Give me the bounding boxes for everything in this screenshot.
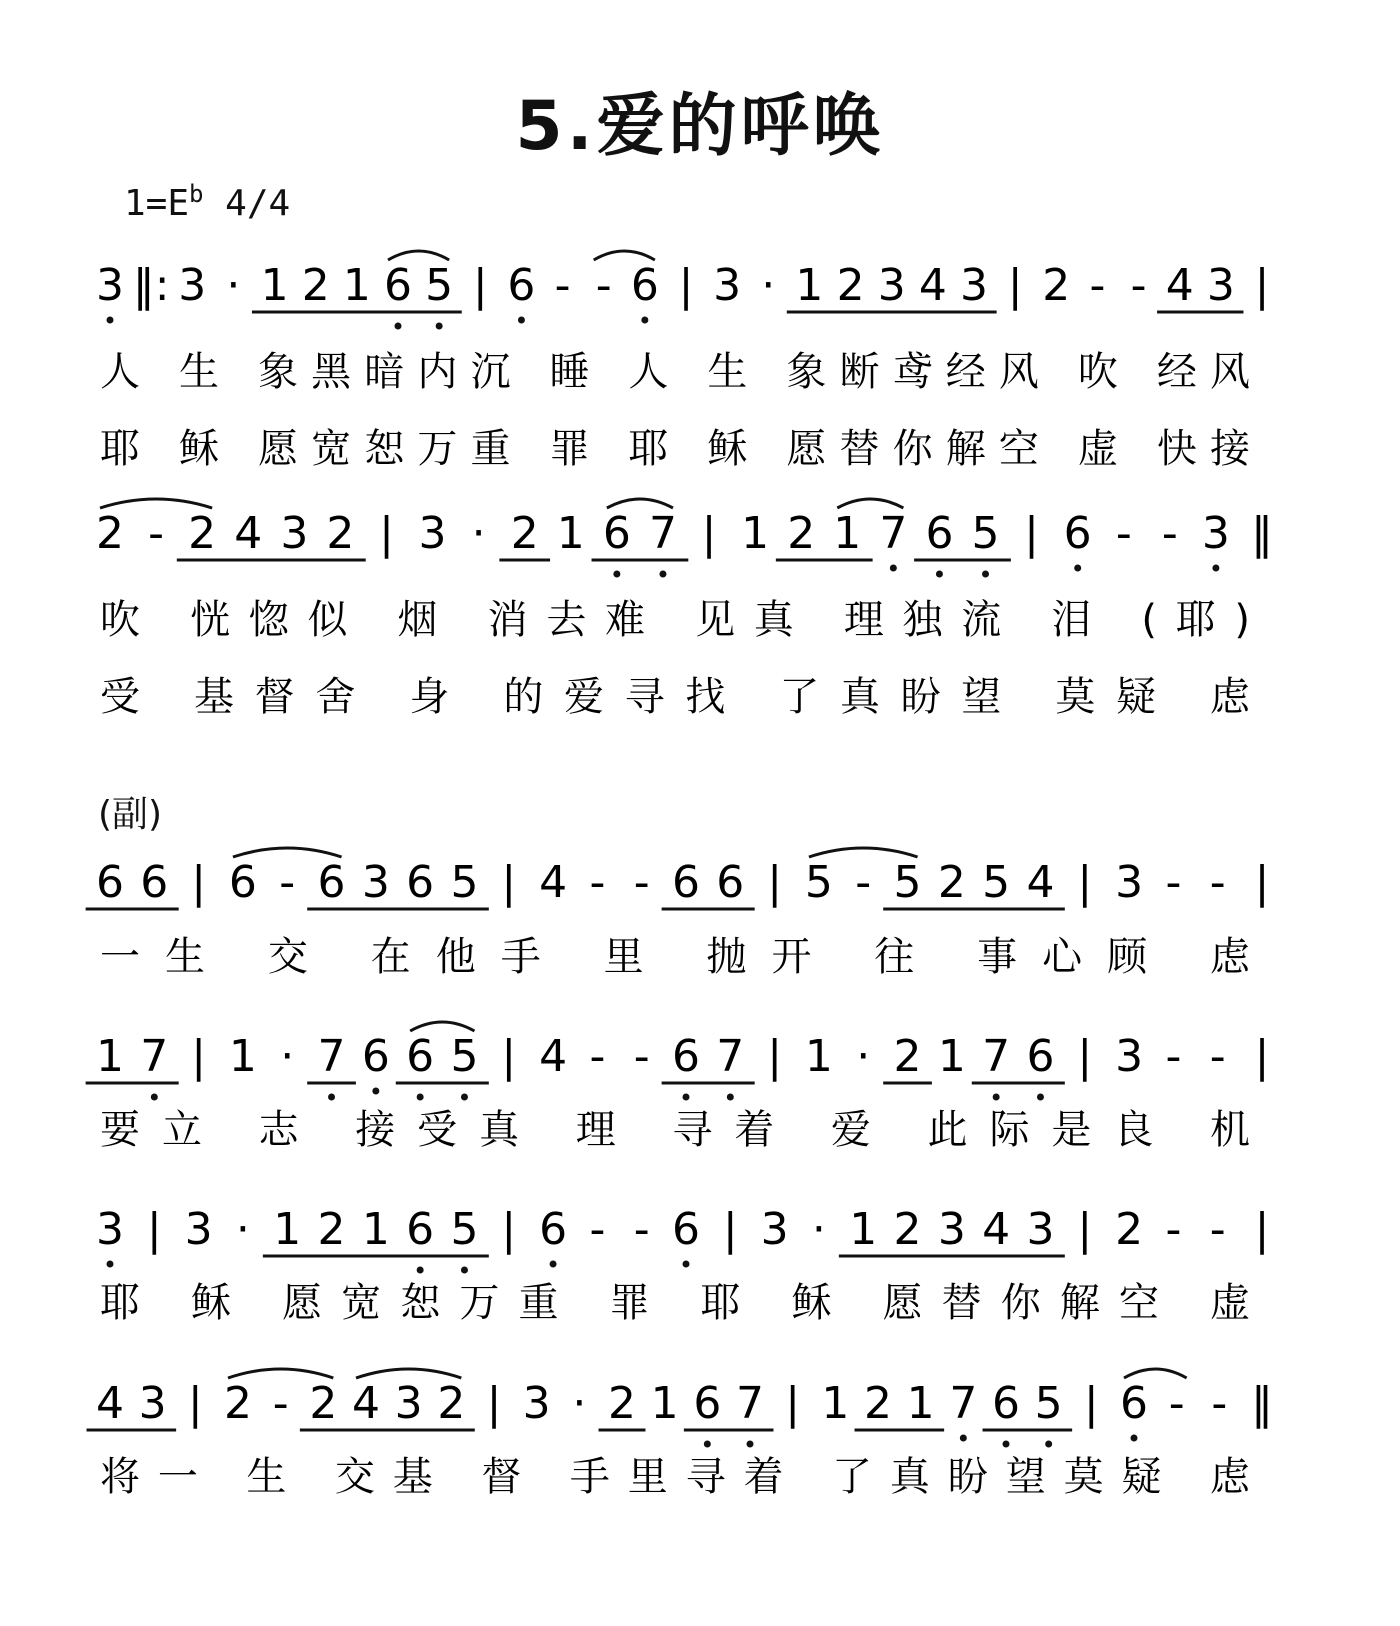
octave-dot bbox=[395, 323, 402, 330]
bar-line: | bbox=[1254, 1204, 1270, 1255]
dash-extension: - bbox=[272, 1378, 289, 1429]
note: 5 bbox=[893, 857, 922, 908]
note: 5 bbox=[971, 508, 1000, 559]
dash-extension: - bbox=[1209, 857, 1226, 908]
octave-dot bbox=[461, 1267, 468, 1274]
note: 3 bbox=[138, 1378, 167, 1429]
octave-dot bbox=[1131, 1435, 1138, 1442]
dash-extension: - bbox=[1161, 508, 1178, 559]
bar-line: | bbox=[678, 260, 694, 311]
note: 4 bbox=[96, 1378, 124, 1429]
note: 7 bbox=[879, 508, 908, 559]
note: 6 bbox=[1063, 508, 1092, 559]
slur-arc bbox=[233, 848, 342, 857]
bar-line: ‖ bbox=[1251, 1378, 1273, 1429]
note: 1 bbox=[795, 260, 824, 311]
bar-line: | bbox=[501, 857, 517, 908]
dash-extension: - bbox=[1089, 260, 1106, 311]
note: 6 bbox=[140, 857, 169, 908]
dash-extension: - bbox=[1115, 508, 1132, 559]
dash-extension: - bbox=[589, 1204, 606, 1255]
octave-dot bbox=[641, 317, 648, 324]
octave-dot bbox=[518, 317, 525, 324]
bar-line: | bbox=[767, 857, 783, 908]
note: 2 bbox=[224, 1378, 252, 1429]
note: 4 bbox=[234, 508, 263, 559]
dash-extension: - bbox=[1209, 1204, 1226, 1255]
note: 2 bbox=[309, 1378, 338, 1429]
bar-line: ‖ bbox=[1251, 508, 1273, 559]
note: 4 bbox=[539, 857, 568, 908]
note: 2 bbox=[188, 508, 217, 559]
octave-dot bbox=[890, 565, 897, 572]
dash-extension: - bbox=[595, 260, 612, 311]
lyric-line: 受 基督舍 身 的爱寻找 了真盼望 莫疑 虑 bbox=[100, 674, 1250, 720]
bar-line: | bbox=[501, 1204, 517, 1255]
bar-line: | bbox=[1254, 260, 1270, 311]
octave-dot bbox=[727, 1094, 734, 1101]
note: 3 bbox=[1206, 260, 1235, 311]
note: 7 bbox=[317, 1031, 346, 1082]
note: 4 bbox=[1165, 260, 1194, 311]
augmentation-dot: · bbox=[856, 1031, 871, 1082]
lyric-line: 耶 稣 愿宽恕万重 罪 耶 稣 愿替你解空 虚 bbox=[100, 1280, 1250, 1326]
note: 5 bbox=[425, 260, 454, 311]
note: 1 bbox=[342, 260, 371, 311]
time-signature: 4/4 bbox=[225, 183, 291, 224]
dash-extension: - bbox=[1211, 1378, 1228, 1429]
augmentation-dot: · bbox=[235, 1204, 250, 1255]
note: 6 bbox=[406, 857, 435, 908]
lyric-line: 一生 交 在他手 里 抛开 往 事心顾 虑 bbox=[100, 934, 1250, 980]
note: 5 bbox=[1034, 1378, 1063, 1429]
note: 3 bbox=[178, 260, 207, 311]
slur-arc bbox=[1124, 1369, 1187, 1378]
slur-arc bbox=[607, 499, 673, 508]
augmentation-dot: · bbox=[280, 1031, 295, 1082]
note: 2 bbox=[864, 1378, 892, 1429]
note: 1 bbox=[849, 1204, 878, 1255]
note: 3 bbox=[960, 260, 988, 311]
note: 6 bbox=[925, 508, 954, 559]
note: 2 bbox=[510, 508, 539, 559]
note: 3 bbox=[418, 508, 447, 559]
note: 6 bbox=[716, 857, 745, 908]
dash-extension: - bbox=[633, 1031, 650, 1082]
note: 7 bbox=[982, 1031, 1011, 1082]
note: 3 bbox=[184, 1204, 213, 1255]
note: 3 bbox=[937, 1204, 966, 1255]
key-flat: b bbox=[189, 180, 204, 208]
note: 2 bbox=[317, 1204, 346, 1255]
note: 3 bbox=[1201, 508, 1230, 559]
section-label-chorus: (副) bbox=[98, 794, 163, 835]
dash-extension: - bbox=[1165, 857, 1182, 908]
bar-line: ‖: bbox=[132, 260, 170, 311]
note: 6 bbox=[406, 1204, 435, 1255]
note: 3 bbox=[394, 1378, 423, 1429]
note: 1 bbox=[361, 1204, 390, 1255]
dash-extension: - bbox=[633, 857, 650, 908]
note: 1 bbox=[650, 1378, 679, 1429]
note: 3 bbox=[280, 508, 309, 559]
dash-extension: - bbox=[633, 1204, 650, 1255]
octave-dot bbox=[993, 1094, 1000, 1101]
note: 2 bbox=[608, 1378, 636, 1429]
note: 5 bbox=[450, 857, 479, 908]
note: 1 bbox=[556, 508, 585, 559]
octave-dot bbox=[747, 1441, 754, 1448]
note: 6 bbox=[693, 1378, 722, 1429]
note: 2 bbox=[787, 508, 816, 559]
bar-line: | bbox=[191, 1031, 207, 1082]
augmentation-dot: · bbox=[761, 260, 776, 311]
dash-extension: - bbox=[1168, 1378, 1185, 1429]
note: 5 bbox=[450, 1031, 479, 1082]
bar-line: | bbox=[501, 1031, 517, 1082]
note: 6 bbox=[228, 857, 257, 908]
note: 1 bbox=[906, 1378, 935, 1429]
note: 6 bbox=[992, 1378, 1020, 1429]
note: 3 bbox=[96, 260, 124, 311]
octave-dot bbox=[550, 1261, 557, 1268]
note: 6 bbox=[384, 260, 412, 311]
note: 1 bbox=[96, 1031, 124, 1082]
bar-line: | bbox=[1077, 1204, 1093, 1255]
note: 7 bbox=[716, 1031, 745, 1082]
note: 3 bbox=[96, 1204, 124, 1255]
octave-dot bbox=[704, 1441, 711, 1448]
slur-arc bbox=[100, 499, 212, 508]
dash-extension: - bbox=[855, 857, 872, 908]
note: 2 bbox=[96, 508, 124, 559]
octave-dot bbox=[436, 323, 443, 330]
note: 1 bbox=[741, 508, 770, 559]
octave-dot bbox=[683, 1094, 690, 1101]
lyric-line: 耶 稣 愿宽恕万重 罪 耶 稣 愿替你解空 虚 快接 bbox=[100, 426, 1250, 472]
slur-arc bbox=[594, 251, 655, 260]
note: 2 bbox=[836, 260, 865, 311]
note: 3 bbox=[1026, 1204, 1055, 1255]
note: 7 bbox=[648, 508, 677, 559]
slur-arc bbox=[388, 251, 449, 260]
bar-line: | bbox=[191, 857, 207, 908]
dash-extension: - bbox=[589, 857, 606, 908]
lyric-line: 将一 生 交基 督 手里寻着 了真盼望莫疑 虑 bbox=[100, 1454, 1250, 1500]
note: 6 bbox=[630, 260, 659, 311]
note: 4 bbox=[982, 1204, 1011, 1255]
dash-extension: - bbox=[148, 508, 165, 559]
augmentation-dot: · bbox=[811, 1204, 826, 1255]
bar-line: | bbox=[1077, 1031, 1093, 1082]
slur-arc bbox=[228, 1369, 333, 1378]
lyric-line: 人 生 象黑暗内沉 睡 人 生 象断鸢经风 吹 经风 bbox=[100, 349, 1250, 395]
note: 2 bbox=[1115, 1204, 1144, 1255]
note: 1 bbox=[821, 1378, 850, 1429]
note: 1 bbox=[937, 1031, 966, 1082]
octave-dot bbox=[1212, 565, 1219, 572]
dash-extension: - bbox=[279, 857, 296, 908]
note: 3 bbox=[522, 1378, 551, 1429]
note: 5 bbox=[450, 1204, 479, 1255]
bar-line: | bbox=[785, 1378, 801, 1429]
augmentation-dot: · bbox=[226, 260, 241, 311]
note: 6 bbox=[507, 260, 536, 311]
note: 6 bbox=[602, 508, 631, 559]
note: 3 bbox=[1115, 857, 1144, 908]
octave-dot bbox=[1074, 565, 1081, 572]
note: 2 bbox=[326, 508, 355, 559]
octave-dot bbox=[417, 1267, 424, 1274]
note: 6 bbox=[317, 857, 346, 908]
note: 6 bbox=[1026, 1031, 1055, 1082]
bar-line: | bbox=[379, 508, 394, 559]
note: 6 bbox=[672, 857, 700, 908]
octave-dot bbox=[461, 1094, 468, 1101]
note: 6 bbox=[406, 1031, 435, 1082]
note: 2 bbox=[301, 260, 330, 311]
note: 5 bbox=[982, 857, 1011, 908]
dash-extension: - bbox=[1165, 1031, 1182, 1082]
dash-extension: - bbox=[589, 1031, 606, 1082]
song-title: 5.爱的呼唤 bbox=[515, 87, 885, 166]
note: 3 bbox=[760, 1204, 789, 1255]
slur-arc bbox=[837, 499, 903, 508]
note: 2 bbox=[1042, 260, 1071, 311]
bar-line: | bbox=[1254, 857, 1270, 908]
note: 3 bbox=[361, 857, 390, 908]
note: 6 bbox=[361, 1031, 390, 1082]
octave-dot bbox=[1045, 1441, 1052, 1448]
slur-arc bbox=[356, 1369, 461, 1378]
bar-line: | bbox=[1083, 1378, 1099, 1429]
octave-dot bbox=[613, 571, 620, 578]
octave-dot bbox=[328, 1094, 335, 1101]
bar-line: | bbox=[472, 260, 488, 311]
note: 1 bbox=[833, 508, 862, 559]
octave-dot bbox=[659, 571, 666, 578]
bar-line: | bbox=[722, 1204, 738, 1255]
note: 3 bbox=[1115, 1031, 1144, 1082]
bar-line: | bbox=[701, 508, 717, 559]
bar-line: | bbox=[1007, 260, 1023, 311]
note: 6 bbox=[539, 1204, 568, 1255]
bar-line: | bbox=[1254, 1031, 1270, 1082]
augmentation-dot: · bbox=[572, 1378, 587, 1429]
note: 6 bbox=[1120, 1378, 1148, 1429]
augmentation-dot: · bbox=[471, 508, 486, 559]
lyric-line: 吹 恍惚似 烟 消去难 见真 理独流 泪 (耶) bbox=[100, 597, 1250, 643]
note: 1 bbox=[228, 1031, 257, 1082]
bar-line: | bbox=[486, 1378, 502, 1429]
octave-dot bbox=[107, 317, 114, 324]
dash-extension: - bbox=[1130, 260, 1147, 311]
note: 6 bbox=[672, 1204, 700, 1255]
note: 6 bbox=[672, 1031, 700, 1082]
note: 7 bbox=[949, 1378, 978, 1429]
note: 2 bbox=[437, 1378, 466, 1429]
bar-line: | bbox=[187, 1378, 203, 1429]
note: 3 bbox=[877, 260, 906, 311]
bar-line: | bbox=[767, 1031, 783, 1082]
slur-arc bbox=[410, 1022, 474, 1031]
note: 1 bbox=[804, 1031, 833, 1082]
note: 1 bbox=[260, 260, 289, 311]
note: 2 bbox=[893, 1204, 922, 1255]
note: 2 bbox=[893, 1031, 922, 1082]
octave-dot bbox=[372, 1088, 379, 1095]
note: 2 bbox=[937, 857, 966, 908]
dash-extension: - bbox=[1209, 1031, 1226, 1082]
note: 3 bbox=[713, 260, 742, 311]
note: 4 bbox=[352, 1378, 380, 1429]
note: 7 bbox=[736, 1378, 764, 1429]
bar-line: | bbox=[146, 1204, 162, 1255]
octave-dot bbox=[683, 1261, 690, 1268]
dash-extension: - bbox=[554, 260, 571, 311]
octave-dot bbox=[1003, 1441, 1010, 1448]
octave-dot bbox=[960, 1435, 967, 1442]
octave-dot bbox=[417, 1094, 424, 1101]
octave-dot bbox=[982, 571, 989, 578]
key-base: 1=E bbox=[124, 183, 190, 224]
octave-dot bbox=[1037, 1094, 1044, 1101]
note: 7 bbox=[140, 1031, 169, 1082]
octave-dot bbox=[936, 571, 943, 578]
bar-line: | bbox=[1024, 508, 1040, 559]
lyric-line: 要立 志 接受真 理 寻着 爱 此际是良 机 bbox=[100, 1107, 1250, 1153]
octave-dot bbox=[107, 1261, 114, 1268]
dash-extension: - bbox=[1165, 1204, 1182, 1255]
note: 4 bbox=[539, 1031, 568, 1082]
slur-arc bbox=[809, 848, 918, 857]
note: 6 bbox=[96, 857, 124, 908]
note: 5 bbox=[804, 857, 833, 908]
note: 4 bbox=[918, 260, 947, 311]
bar-line: | bbox=[1077, 857, 1093, 908]
note: 1 bbox=[273, 1204, 302, 1255]
note: 4 bbox=[1026, 857, 1055, 908]
octave-dot bbox=[151, 1094, 158, 1101]
